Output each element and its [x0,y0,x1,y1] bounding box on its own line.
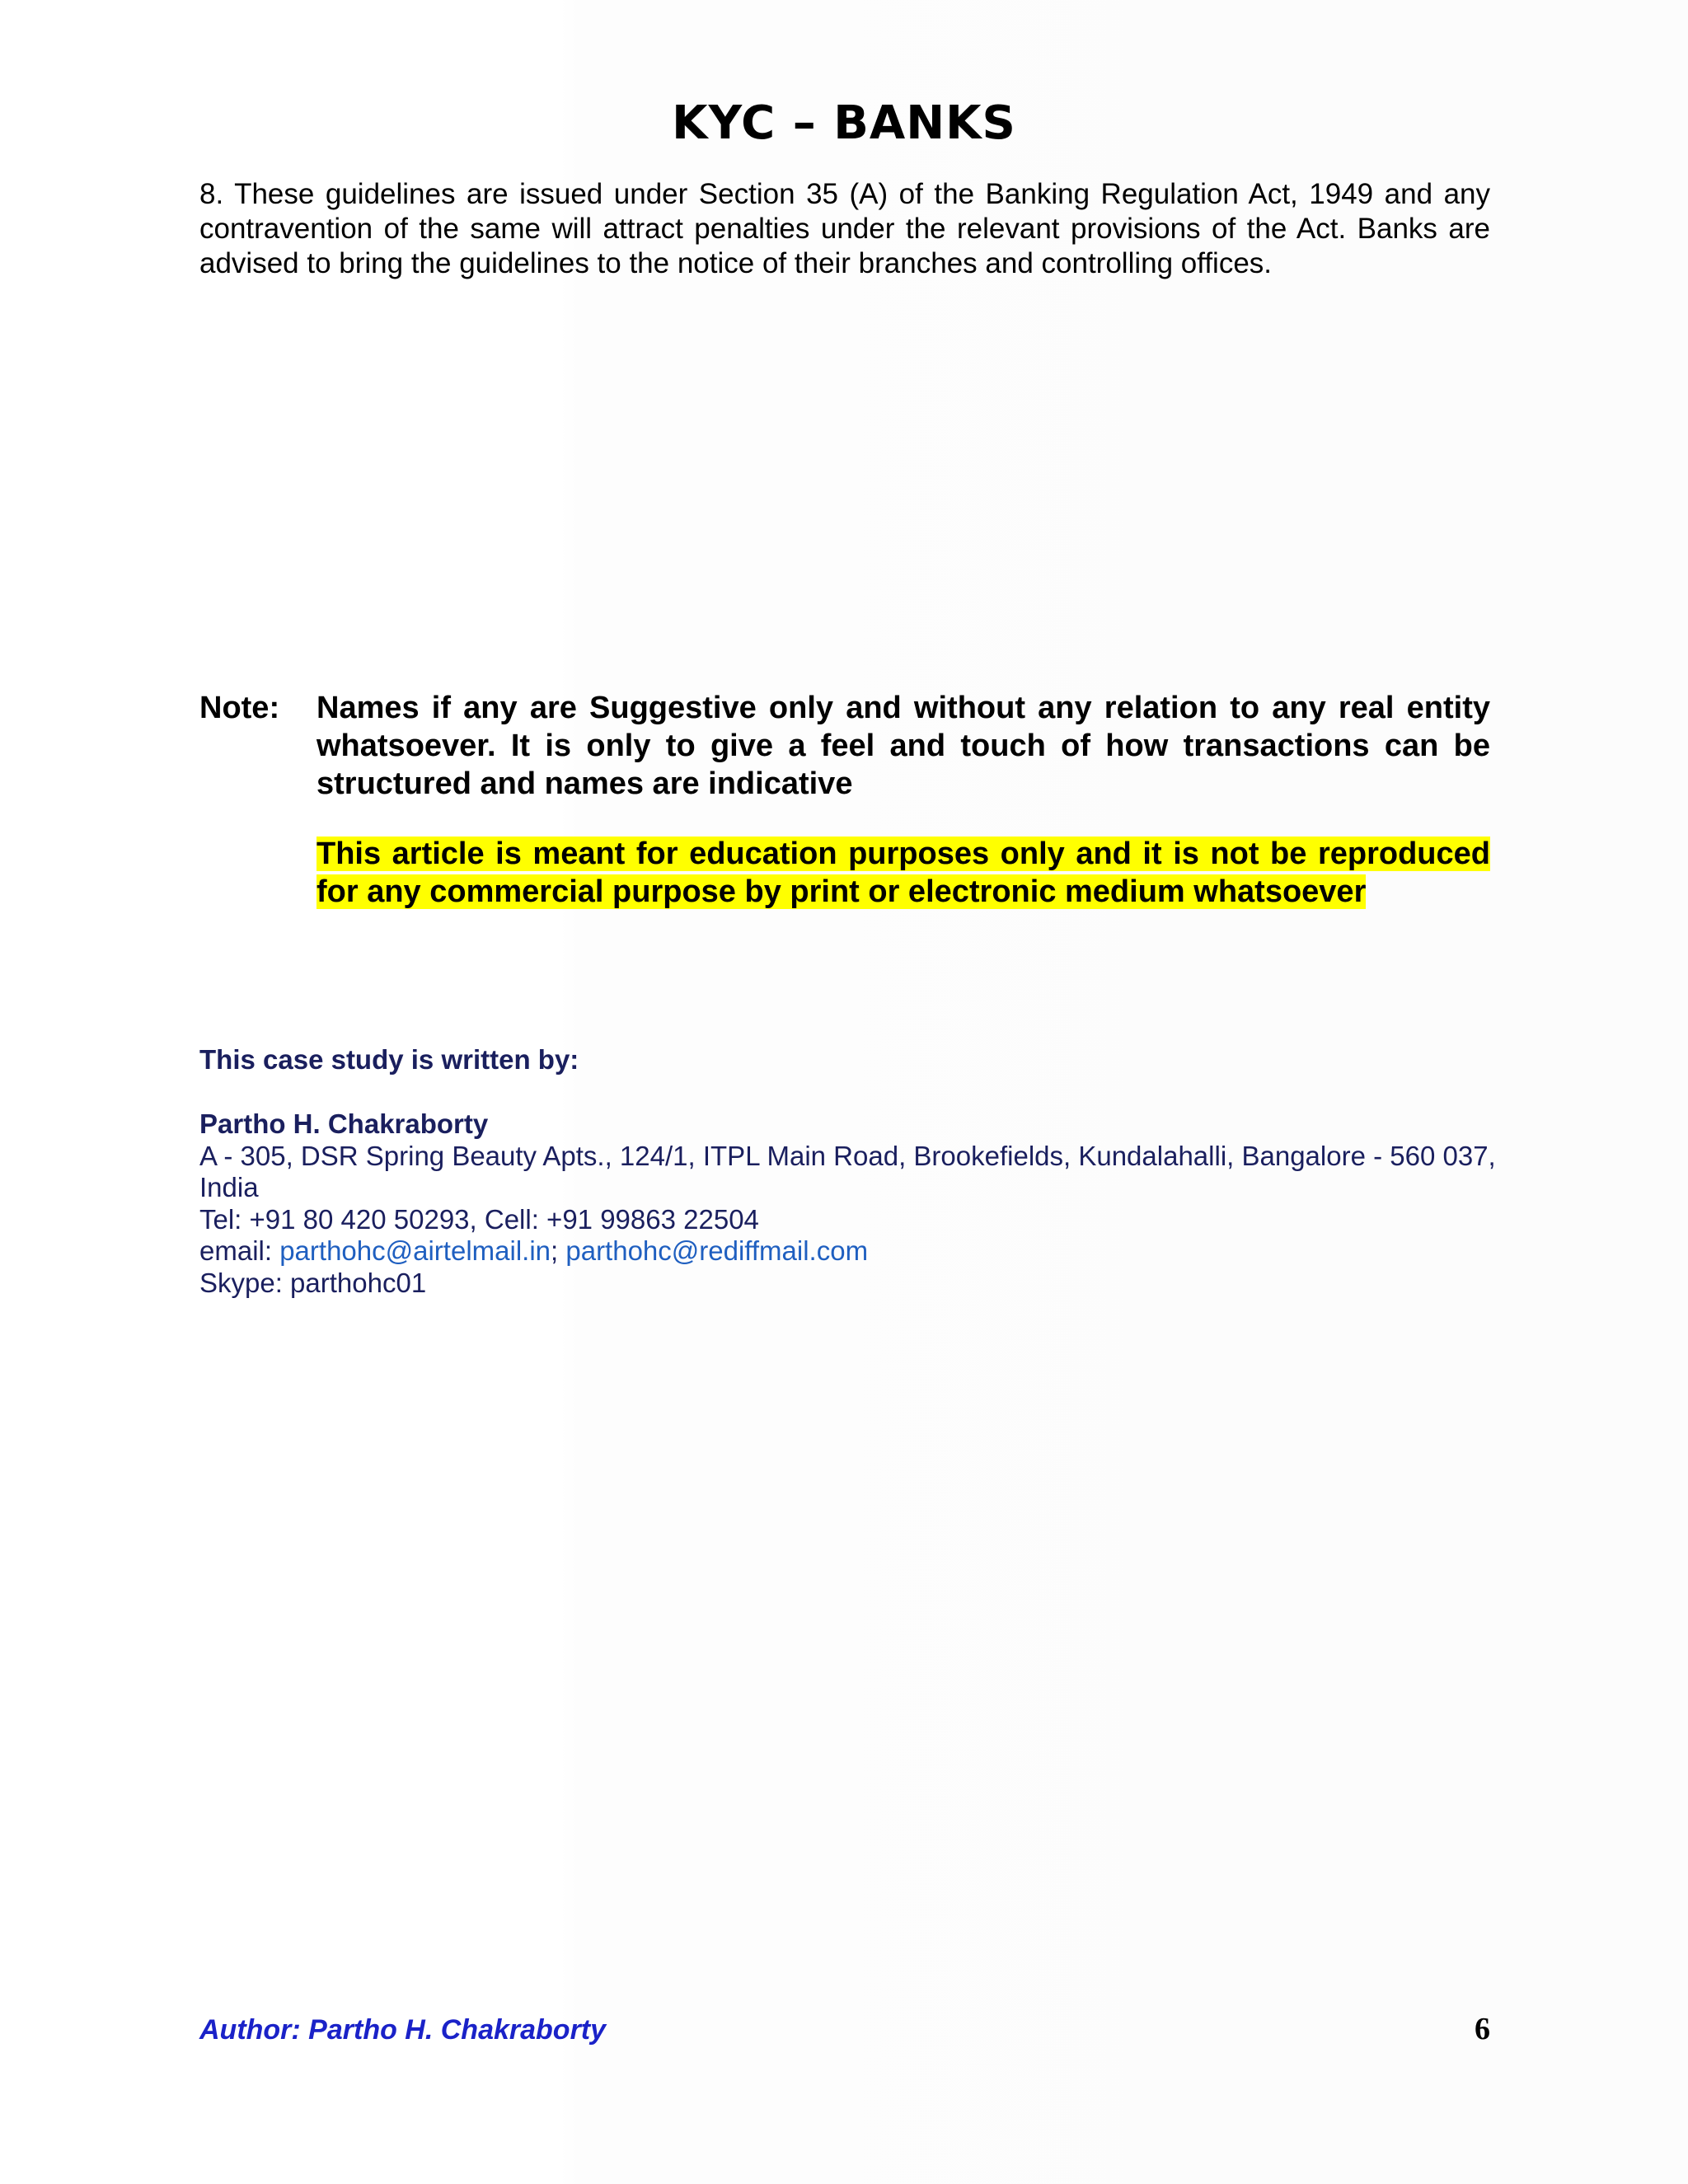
footer-author: Author: Partho H. Chakraborty [199,2014,607,2046]
author-phone: Tel: +91 80 420 50293, Cell: +91 99863 22504 [199,1203,759,1235]
email-label: email: [199,1235,280,1266]
note-label: Note: [199,691,280,725]
highlighted-disclaimer-text: This article is meant for education purposes only and it is not be reproduced for any commercial purpose by print or electronic medium whatsoever [316,837,1490,909]
education-disclaimer [316,835,1490,911]
author-address: A - 305, DSR Spring Beauty Apts., 124/1, ITPL Main Road, Brookefields, Kundalahalli, Bangalore - 560 037, India [199,1140,1496,1202]
author-name: Partho H. Chakraborty [199,1108,489,1139]
paragraph-8: 8. These guidelines are issued under Section 35 (A) of the Banking Regulation Act, 1949 and any contravention of the same will attract penalties under the relevant provisions of the Act. Banks are advised to bring the guidelines to the notice of their branches and controlling offices. [199,178,1490,279]
email-link-airtel[interactable]: parthohc@airtelmail.in [279,1235,551,1266]
page-number: 6 [1475,2012,1490,2046]
page-title: KYC – BANKS [672,96,1016,150]
email-separator: ; [551,1235,566,1266]
author-skype: Skype: parthohc01 [199,1267,427,1298]
author-email-line [199,1235,1502,1268]
written-by-heading: This case study is written by: [199,1044,579,1075]
author-contact-block [199,1108,1502,1299]
note-text: Names if any are Suggestive only and without any relation to any real entity whatsoever. It is only to give a feel and touch of how transactions can be structured and names are indicative [316,691,1490,801]
email-link-rediff[interactable]: parthohc@rediffmail.com [565,1235,869,1266]
